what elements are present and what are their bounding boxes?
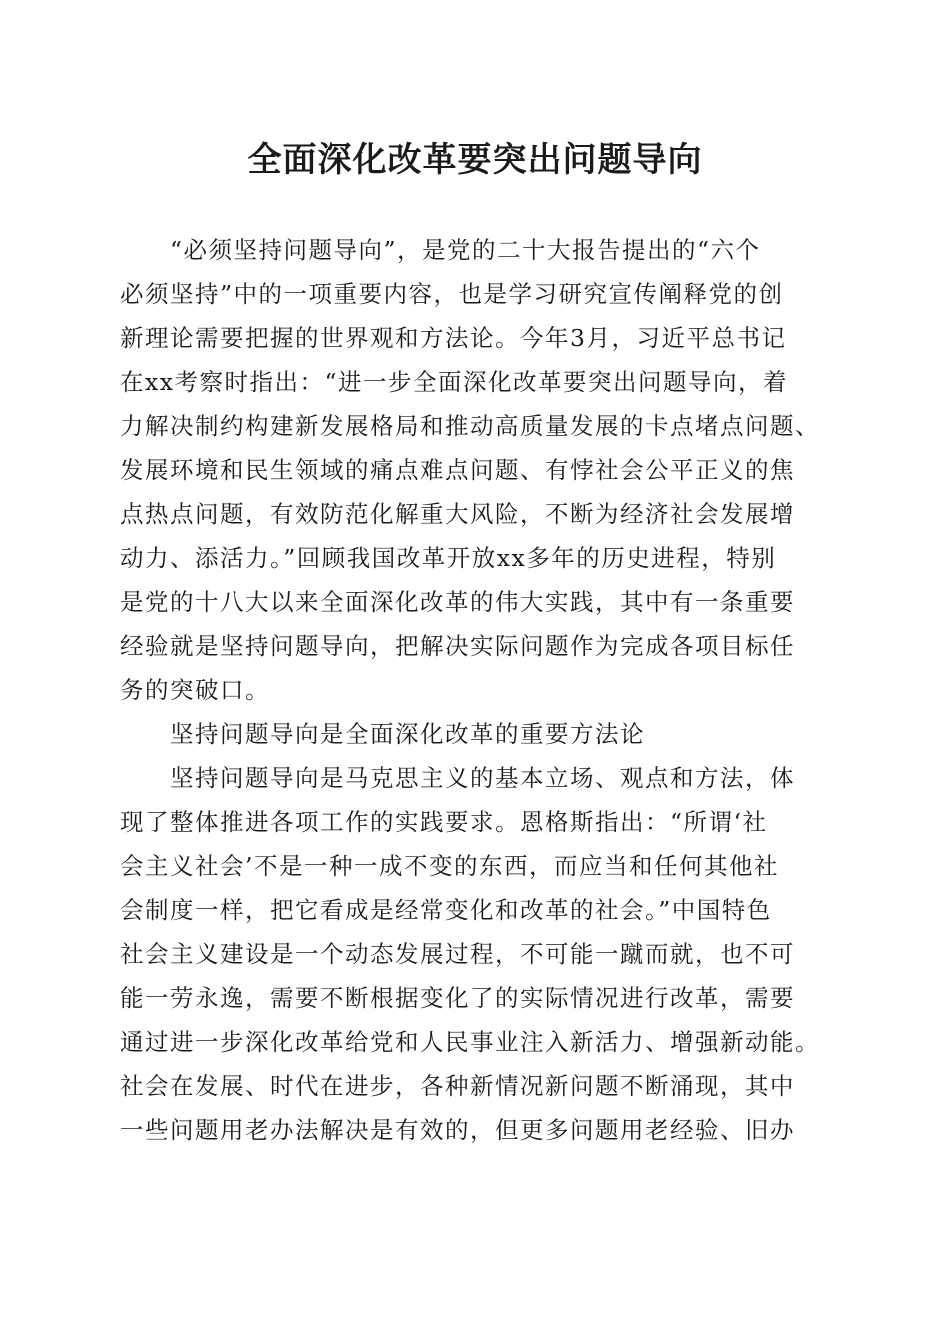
text-line: 在xx考察时指出：“进一步全面深化改革要突出问题导向，着: [120, 368, 789, 396]
text-line: 坚持问题导向是全面深化改革的重要方法论: [170, 720, 645, 748]
text-line: 坚持问题导向是马克思主义的基本立场、观点和方法，体: [170, 764, 795, 792]
text-line: 发展环境和民生领域的痛点难点问题、有悖社会公平正义的焦: [120, 456, 795, 484]
text-line: 动力、添活力。”回顾我国改革开放xx多年的历史进程，特别: [120, 544, 777, 572]
page-title: 全面深化改革要突出问题导向: [247, 140, 703, 180]
text-line: 能一劳永逸，需要不断根据变化了的实际情况进行改革，需要: [120, 984, 795, 1012]
text-line: 社会在发展、时代在进步，各种新情况新问题不断涌现，其中: [120, 1072, 795, 1100]
text-line: 务的突破口。: [120, 676, 270, 704]
text-line: 新理论需要把握的世界观和方法论。今年3月，习近平总书记: [120, 324, 787, 352]
text-line: 社会主义建设是一个动态发展过程，不可能一蹴而就，也不可: [120, 940, 795, 968]
text-line: 经验就是坚持问题导向，把解决实际问题作为完成各项目标任: [120, 632, 795, 660]
text-line: 通过进一步深化改革给党和人民事业注入新活力、增强新动能。: [120, 1028, 820, 1056]
text-line: 现了整体推进各项工作的实践要求。恩格斯指出：“所谓‘社: [120, 808, 768, 836]
text-line: 一些问题用老办法解决是有效的，但更多问题用老经验、旧办: [120, 1116, 795, 1144]
text-line: 会主义社会’不是一种一成不变的东西，而应当和任何其他社: [120, 852, 779, 880]
document-body: [120, 228, 840, 1152]
text-line: “必须坚持问题导向”，是党的二十大报告提出的“六个: [170, 236, 761, 264]
text-line: 必须坚持”中的一项重要内容，也是学习研究宣传阐释党的创: [120, 280, 784, 308]
text-line: 会制度一样，把它看成是经常变化和改革的社会。”中国特色: [120, 896, 772, 924]
text-line: 是党的十八大以来全面深化改革的伟大实践，其中有一条重要: [120, 588, 795, 616]
text-line: 力解决制约构建新发展格局和推动高质量发展的卡点堵点问题、: [120, 412, 820, 440]
text-line: 点热点问题，有效防范化解重大风险，不断为经济社会发展增: [120, 500, 795, 528]
